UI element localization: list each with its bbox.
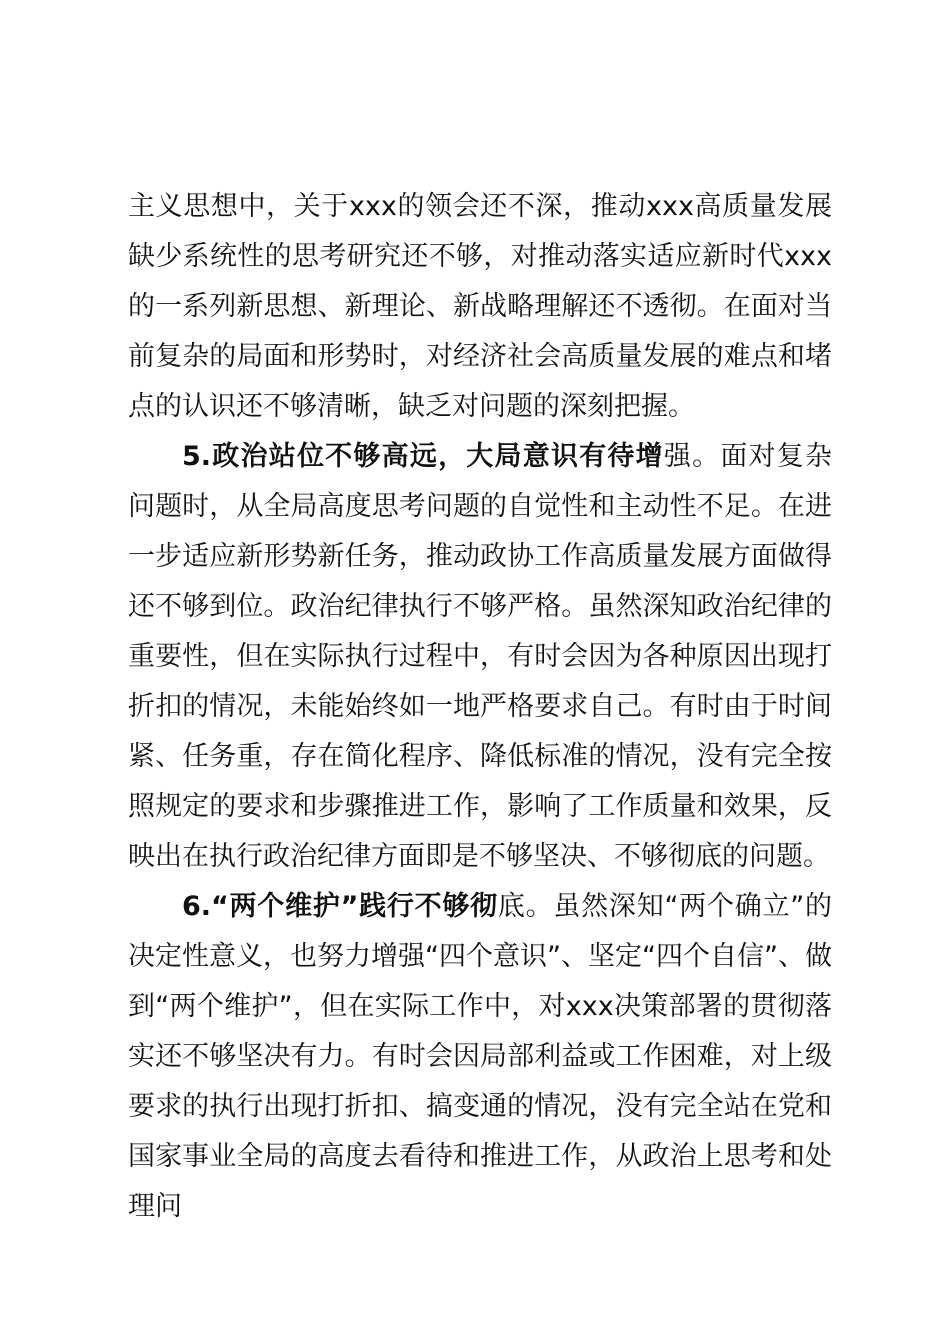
paragraph-item-5	[128, 432, 832, 882]
paragraph-heading: 5.政治站位不够高远，大局意识有待增	[182, 441, 664, 472]
paragraph-continuation	[128, 182, 832, 432]
paragraph-heading: 6.“两个维护”践行不够彻	[182, 891, 498, 922]
document-page	[128, 182, 832, 1232]
paragraph-body: 主义思想中，关于xxx的领会还不深，推动xxx高质量发展缺少系统性的思考研究还不够，对推动落实适应新时代xxx的一系列新思想、新理论、新战略理解还不透彻。在面对当前复杂的局面和形势时，对经济社会高质量发展的难点和堵点的认识还不够清晰，缺乏对问题的深刻把握。	[128, 191, 832, 422]
paragraph-body: 强。面对复杂问题时，从全局高度思考问题的自觉性和主动性不足。在进一步适应新形势新任务，推动政协工作高质量发展方面做得还不够到位。政治纪律执行不够严格。虽然深知政治纪律的重要性，但在实际执行过程中，有时会因为各种原因出现打折扣的情况，未能始终如一地严格要求自己。有时由于时间紧、任务重，存在简化程序、降低标准的情况，没有完全按照规定的要求和步骤推进工作，影响了工作质量和效果，反映出在执行政治纪律方面即是不够坚决、不够彻底的问题。	[128, 441, 833, 872]
paragraph-body: 底。虽然深知“两个确立”的决定性意义，也努力增强“四个意识”、坚定“四个自信”、做到“两个维护”，但在实际工作中，对xxx决策部署的贯彻落实还不够坚决有力。有时会因局部利益或工作困难，对上级要求的执行出现打折扣、搞变通的情况，没有完全站在党和国家事业全局的高度去看待和推进工作，从政治上思考和处理问	[128, 891, 832, 1222]
paragraph-item-6	[128, 882, 832, 1232]
